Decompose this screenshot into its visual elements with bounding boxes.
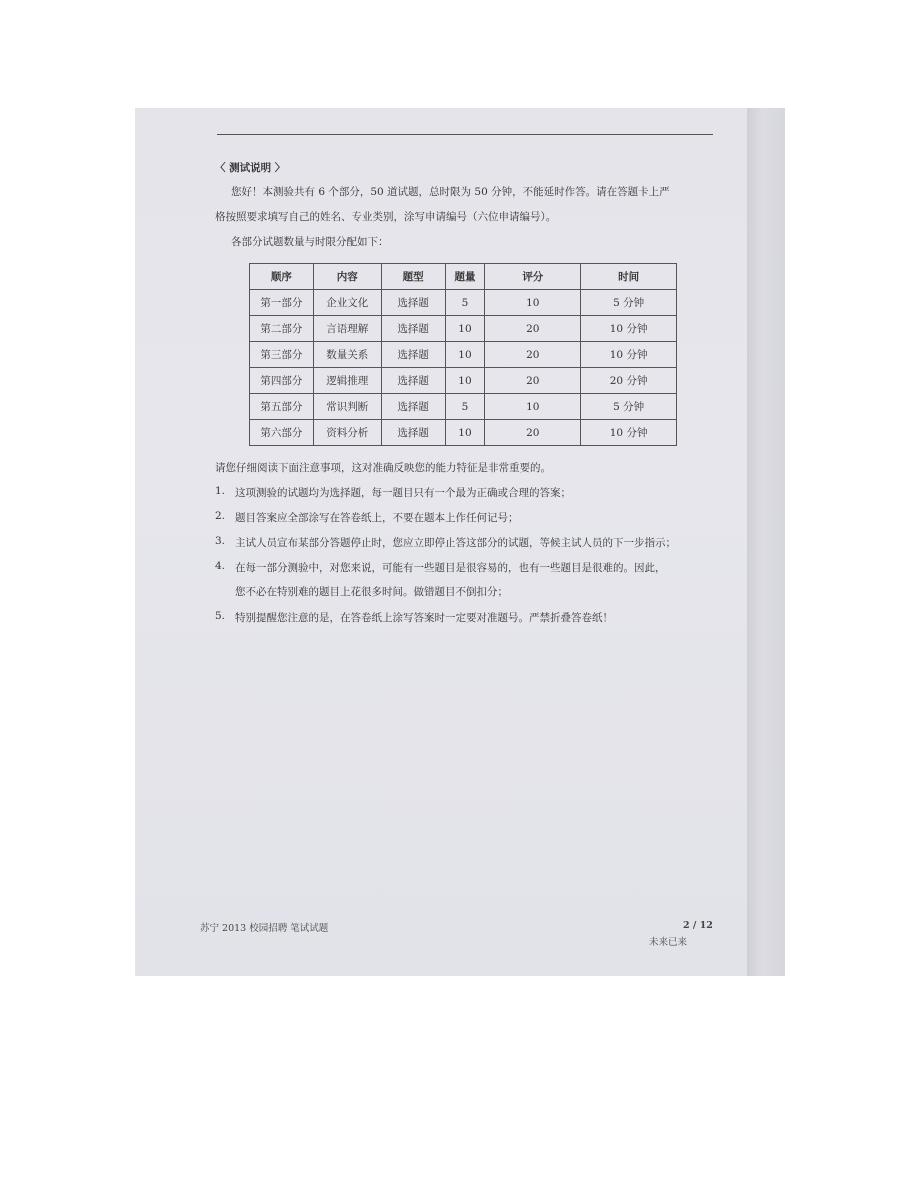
header-rule — [217, 134, 713, 135]
cell-score: 20 — [485, 342, 581, 368]
table-row — [250, 342, 677, 368]
cell-time: 10 分钟 — [581, 420, 677, 446]
cell-count: 5 — [445, 394, 485, 420]
footer-note: 未来已来 — [649, 937, 688, 948]
notes-lead: 请您仔细阅读下面注意事项，这对准确反映您的能力特征是非常重要的。 — [215, 462, 551, 474]
table-header-row — [250, 264, 677, 290]
intro-line-2: 格按照要求填写自己的姓名、专业类别，涂写申请编号（六位申请编号）。 — [215, 211, 557, 223]
cell-content: 数量关系 — [313, 342, 381, 368]
cell-count: 10 — [445, 420, 485, 446]
cell-count: 10 — [445, 368, 485, 394]
header-count: 题量 — [445, 264, 485, 290]
header-type: 题型 — [381, 264, 445, 290]
intro-line-3: 各部分试题数量与时限分配如下： — [231, 236, 389, 248]
cell-score: 20 — [485, 316, 581, 342]
header-time: 时间 — [581, 264, 677, 290]
cell-order: 第六部分 — [250, 420, 314, 446]
note-number: 4. — [215, 560, 226, 572]
cell-score: 20 — [485, 420, 581, 446]
cell-type: 选择题 — [381, 290, 445, 316]
cell-order: 第三部分 — [250, 342, 314, 368]
cell-order: 第一部分 — [250, 290, 314, 316]
cell-content: 逻辑推理 — [313, 368, 381, 394]
footer-title: 苏宁 2013 校园招聘 笔试试题 — [200, 923, 329, 934]
next-page-edge — [747, 108, 785, 976]
note-number: 3. — [215, 535, 226, 547]
note-text: 这项测验的试题均为选择题，每一题目只有一个最为正确或合理的答案； — [235, 487, 571, 499]
cell-time: 5 分钟 — [581, 394, 677, 420]
cell-content: 资料分析 — [313, 420, 381, 446]
header-order: 顺序 — [250, 264, 314, 290]
cell-content: 企业文化 — [313, 290, 381, 316]
table-row — [250, 420, 677, 446]
cell-type: 选择题 — [381, 316, 445, 342]
note-number: 2. — [215, 510, 226, 522]
table-row — [250, 394, 677, 420]
page-number: 2 / 12 — [683, 920, 713, 931]
note-text-continued: 您不必在特别难的题目上花很多时间。做错题目不倒扣分； — [235, 586, 508, 598]
header-score: 评分 — [485, 264, 581, 290]
cell-count: 10 — [445, 342, 485, 368]
cell-score: 10 — [485, 290, 581, 316]
cell-order: 第四部分 — [250, 368, 314, 394]
cell-order: 第五部分 — [250, 394, 314, 420]
cell-type: 选择题 — [381, 420, 445, 446]
table-row — [250, 290, 677, 316]
cell-count: 10 — [445, 316, 485, 342]
cell-time: 10 分钟 — [581, 316, 677, 342]
cell-score: 10 — [485, 394, 581, 420]
parts-table — [249, 263, 677, 446]
cell-count: 5 — [445, 290, 485, 316]
cell-type: 选择题 — [381, 394, 445, 420]
note-number: 1. — [215, 485, 226, 497]
cell-score: 20 — [485, 368, 581, 394]
cell-type: 选择题 — [381, 368, 445, 394]
note-text: 题目答案应全部涂写在答卷纸上，不要在题本上作任何记号； — [235, 512, 519, 524]
cell-content: 常识判断 — [313, 394, 381, 420]
intro-line-1: 您好！本测验共有 6 个部分，50 道试题，总时限为 50 分钟，不能延时作答。请在答题卡上严 — [231, 186, 670, 198]
section-title: 〈 测试说明 〉 — [215, 162, 286, 174]
table-row — [250, 368, 677, 394]
cell-order: 第二部分 — [250, 316, 314, 342]
cell-content: 言语理解 — [313, 316, 381, 342]
note-text: 特别提醒您注意的是，在答卷纸上涂写答案时一定要对准题号。严禁折叠答卷纸！ — [235, 612, 613, 624]
paper-sheet — [135, 108, 747, 976]
cell-time: 20 分钟 — [581, 368, 677, 394]
cell-time: 5 分钟 — [581, 290, 677, 316]
document-photo — [135, 108, 785, 976]
header-content: 内容 — [313, 264, 381, 290]
cell-time: 10 分钟 — [581, 342, 677, 368]
table-row — [250, 316, 677, 342]
cell-type: 选择题 — [381, 342, 445, 368]
note-number: 5. — [215, 610, 226, 622]
note-text: 在每一部分测验中，对您来说，可能有一些题目是很容易的，也有一些题目是很难的。因此， — [235, 562, 666, 574]
note-text: 主试人员宣布某部分答题停止时，您应立即停止答这部分的试题，等候主试人员的下一步指示； — [235, 537, 676, 549]
